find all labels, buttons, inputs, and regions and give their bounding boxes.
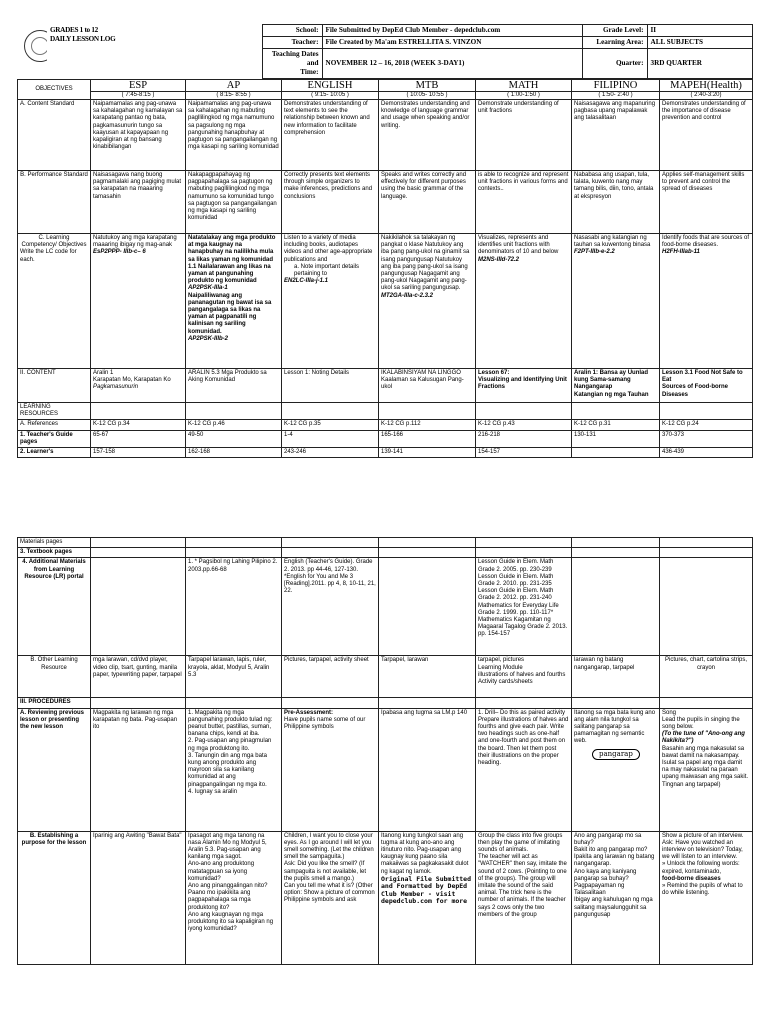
table-cell: 157-158 (91, 448, 186, 458)
table-cell: 216-218 (476, 430, 572, 447)
other-resources-row (18, 656, 753, 698)
table-cell: Demonstrate understanding of unit fractions (476, 100, 572, 171)
row-label: II. CONTENT (18, 369, 91, 403)
table-cell (379, 234, 476, 369)
table-cell: K-12 CG p.24 (660, 420, 753, 430)
table-cell: Demonstrates understanding of text elements to see the relationship between known and new information to facilitate comprehension (282, 100, 379, 171)
table-cell (572, 448, 660, 458)
teachers-guide-row (18, 430, 753, 447)
table-cell: Iparinig ang Awiting "Bawat Bata" (91, 831, 186, 964)
row-label: B. Establishing a purpose for the lesson (18, 831, 91, 964)
table-cell: Naipamamalas ang pag-unawa sa kahalagahan ng mabuting pagllilingkod ng mga namumuno sa pagsulong ng mga pangunahing hanapbuhay at pagtugon sa pangangailangan ng mga kasapi ng sariling komunidad (186, 100, 282, 171)
subject-mtb: MTB (379, 80, 476, 92)
row-label: III. PROCEDURES (18, 698, 91, 708)
table-cell: Ipasagot ang mga tanong na nasa Alamin Mo ng Modyul 5, Aralin 5.3. Pag-usapan ang kanilang mga sagot. Ano-ano ang produktong matatagpuan sa iyong komunidad? Ano ang pinanggalingan nito? Paano mo ipakikita ang pagpapahalaga sa mga produktong ito? Ano ang kaugnayan ng mga produktong ito sa kapaligiran ng iyong komunidad? (186, 831, 282, 964)
table-cell: 49-50 (186, 430, 282, 447)
table-cell: Naisasagawa nang buong pagmamalaki ang pagiging mulat sa karapatan na maaaring tamasahin (91, 171, 186, 234)
dates-label: Teaching Dates and Time: (262, 49, 322, 79)
table-cell: K-12 CG p.46 (186, 420, 282, 430)
subject-mapeh: MAPEH(Health) (660, 80, 753, 92)
cell-text: » Remind the pupils of what to do while listening. (662, 883, 743, 897)
cell-text: Natatalakay ang mga produkto at mga kaugnay na hanapbuhay na nalilikha mula sa likas yaman ng komunidad 1.1 Nailalarawan ang likas na yaman at pangunahing produkto ng komunidad (188, 235, 276, 285)
lc-code: MT2GA-IIIa-c-2.3.2 (381, 292, 434, 299)
table-cell (91, 234, 186, 369)
table-cell (379, 369, 476, 403)
table-cell: K-12 CG p.43 (476, 420, 572, 430)
table-cell: 370-373 (660, 430, 753, 447)
table-cell: 139-141 (379, 448, 476, 458)
table-cell (660, 234, 753, 369)
table-cell: 165-166 (379, 430, 476, 447)
table-cell: 130-131 (572, 430, 660, 447)
cell-text: Pre-Assessment: (284, 709, 334, 716)
school-label: School: (262, 25, 322, 37)
deped-seal-logo (24, 30, 47, 62)
lc-code: EsP2PPP- IIIb-c– 6 (93, 249, 146, 256)
cell-text: Karapatan Mo, Karapatan Ko (93, 377, 171, 384)
dates-value: NOVEMBER 12 – 16, 2018 (WEEK 3-DAY1) (322, 49, 582, 79)
textbook-row (18, 548, 753, 558)
cell-text: Itanong kung tungkol saan ang tugma at kung ano-ano ang itinuturo nito. Pag-usapan ang kaugnay kung paano sila makaiiwas sa pagkakasakit dulot ng kagat ng lamok. (381, 832, 469, 875)
time-mtb: ( 10:05- 10:55 ) (379, 92, 476, 100)
row-label (18, 234, 91, 369)
table-cell: Nakapagpapahayag ng pagpapahalaga sa pagtugon ng mabuting pagllilingkod ng mga namumuno sa komunidad tungo sa pagtugon sa pangangailangan ng mga kasapi ng sariling komunidad (186, 171, 282, 234)
procedures-row (18, 698, 753, 708)
cell-text: Have pupils name some of our Philippine symbols (284, 716, 366, 731)
table-cell: Applies self-management skills to prevent and control the spread of diseases (660, 171, 753, 234)
log-title (47, 25, 262, 79)
grade-label: Grade Level: (582, 25, 647, 37)
table-cell: 1-4 (282, 430, 379, 447)
time-filipino: ( 1:50- 2:40 ) (572, 92, 660, 100)
title-line1: GRADES 1 to 12 (50, 25, 98, 34)
table-cell: Children, I want you to close your eyes. As I go around I will let you smell something. (Let the children smell the sampaguita.) Ask: Did you like the smell? (If sampaguita is not available, let the pupils smell a mango.) Can you tell me what it is? (Other option: Show a picture of common Philippine symbols and ask (282, 831, 379, 964)
table-cell: Naisasagawa ang mapanuring pagbasa upang mapalawak ang talasalitaan (572, 100, 660, 171)
cell-text: Kaalaman sa Kalusugan Pang-ukol (381, 377, 464, 391)
row-label: 1. Teacher's Guide pages (18, 430, 91, 447)
table-cell: 1. Magpakita ng mga pangunahing produkto tulad ng: peanut butter, pastillas, suman, banana chips, kendi at iba. 2. Pag-usapan ang pinagmulan ng mga produktong ito. 3. Tanungin din ang mga bata kung anong produkto ang mayroon sila sa kanilang komunidad at ang pinagpangalingan ng mga ito. 4. Iugnay sa aralin (186, 708, 282, 831)
table-cell: is able to recognize and represent unit fractions in various forms and contexts.. (476, 171, 572, 234)
table-cell: 1. * Pagsibol ng Lahing Pilipino 2. 2003.pp.66-68 (186, 558, 282, 656)
subject-ap: AP (186, 80, 282, 92)
table-cell (572, 369, 660, 403)
table-cell: K-12 CG p.31 (572, 420, 660, 430)
time-ap: ( 8:15- 8:55 ) (186, 92, 282, 100)
table-cell: 436-439 (660, 448, 753, 458)
cell-text: Pagkamasunurin (93, 384, 139, 391)
cell-text: Identify foods that are sources of food-borne diseases. (662, 235, 750, 249)
table-cell (186, 234, 282, 369)
cell-text: (To the tune of "Ano-ong ang Nakikita?") (662, 731, 745, 745)
table-cell: English (Teacher's Guide). Grade 2. 2013. pp 44-46, 127-130. *English for You and Me 3 [Reading].2011. pp 4, 8, 10-11, 21, 22. (282, 558, 379, 656)
learning-resources-row (18, 403, 753, 420)
table-cell (282, 708, 379, 831)
table-cell (572, 234, 660, 369)
table-cell (660, 831, 753, 964)
time-esp: ( 7:45-8:15 ) (91, 92, 186, 100)
table-cell: Demonstrates understanding and knowledge of language grammar and usage when speaking and/or writing. (379, 100, 476, 171)
table-cell: Demonstrates understanding of the importance of disease prevention and control (660, 100, 753, 171)
row-label: 4. Additional Materials from Learning Resource (LR) portal (18, 558, 91, 656)
cell-text: IKALABINSIYAM NA LINGGO (381, 370, 461, 376)
table-cell: Pictures, chart, cartolina strips, crayon (660, 656, 753, 698)
cell-text: Naipaliliwanag ang pananagutan ng bawat isa sa pangangalaga sa likas na yaman at pagpanatili ng kalinisan ng sariling komunidad. (188, 292, 272, 335)
lc-code-note: Write the LC code for each. (20, 249, 77, 263)
table-cell: tarpapel, pictures Learning Module illustrations of halves and fourths Activity cards/sheets (476, 656, 572, 698)
grade-value: II (647, 25, 752, 37)
objectives-header: OBJECTIVES (18, 80, 91, 100)
row-label: A. Content Standard (18, 100, 91, 171)
cell-text: Basahin ang mga nakasulat sa bawat damit na nakasampay. Isulat sa papel ang mga damit na may nakasulat na paraan upang maiwasan ang mga sakit. Tingnan ang tarpapel) (662, 745, 749, 788)
table-cell: K-12 CG p.112 (379, 420, 476, 430)
area-label: Learning Area: (582, 37, 647, 49)
performance-standard-row (18, 171, 753, 234)
lc-code: EN2LC-IIIa-j-1.1 (284, 278, 329, 285)
table-cell: Correctly presents text elements through simple organizers to make inferences, predictions and conclusions (282, 171, 379, 234)
table-cell (572, 708, 660, 831)
dll-table-bottom (17, 537, 753, 965)
table-cell: Lesson Guide in Elem. Math Grade 2. 2005. pp. 230-239 Lesson Guide in Elem. Math Grade 2. 2010. pp. 231-235 Lesson Guide in Elem. Math Grade 2. 2012. pp. 231-240 Mathematics for Everyday Life Grade 2. 1999. pp. 110-117* Mathematics Kagamitan ng Magaaral Tagalog Grade 2. 2013. pp. 154-157 (476, 558, 572, 656)
time-english: ( 9:15- 10:05 ) (282, 92, 379, 100)
cell-text: a. Note important details pertaining to (294, 263, 360, 278)
lc-code: AP2PSK-IIIa-1 (188, 285, 228, 292)
table-cell: mga larawan, cd/dvd player, video clip, tsart, gunting, manila paper, typewriting paper, tarpapel (91, 656, 186, 698)
table-cell: Pictures, tarpapel, activity sheet (282, 656, 379, 698)
cell-text: Visualizing and Identifying Unit Fractions (478, 377, 567, 391)
cell-text: Aralin 1 (93, 370, 114, 376)
table-cell: K-12 CG p.35 (282, 420, 379, 430)
lc-code: F2PT-IIIb-e-2.2 (574, 249, 615, 256)
cell-text: Lesson 67: (478, 370, 510, 376)
school-value: File Submitted by DepEd Club Member - depedclub.com (322, 25, 582, 37)
establishing-row (18, 831, 753, 964)
table-cell (476, 369, 572, 403)
cell-text: Itanong sa mga bata kung ano ang alam nila tungkol sa salitang pangarap sa pamamagitan ng semantic web. (574, 709, 656, 745)
table-cell: 162-168 (186, 448, 282, 458)
row-label: 3. Textbook pages (18, 548, 91, 558)
row-label: A. References (18, 420, 91, 430)
competency-row (18, 234, 753, 369)
cell-text: Aralin 1: Bansa ay Uunlad kung Sama-samang Nangangarap (574, 370, 649, 391)
table-cell (91, 369, 186, 403)
table-cell: ARALIN 5.3 Mga Produkto sa Aking Komunidad (186, 369, 282, 403)
table-cell: Nababasa ang usapan, tula, talata, kuwento nang may tamang bilis, diin, tono, antala at ekspresyon (572, 171, 660, 234)
table-cell: 243-246 (282, 448, 379, 458)
content-standard-row (18, 100, 753, 171)
area-value: ALL SUBJECTS (647, 37, 752, 49)
cell-text: Nakikilahok sa talakayan ng pangkat o klase Natutukoy ang iba pang pang-ukol na ginamit sa isang pangungusap Natutukoy ang iba pang pang-ukol sa isang pangungusap Nagagamit ang pang-ukol Nagagamit ang pang-ukol sa sariling pangungusap. (381, 235, 470, 292)
content-row (18, 369, 753, 403)
reviewing-row (18, 708, 753, 831)
quarter-label: Quarter: (582, 49, 647, 79)
subject-math: MATH (476, 80, 572, 92)
cell-text: Katangian ng mga Tauhan (574, 391, 649, 398)
table-cell: Naipamamalas ang pag-unawa sa kahalagahan ng kamalayan sa karapatang pantao ng bata, pagkamasunurin tungo sa kaayusan at kapayapaan ng kapaligiran at ng bansang kinabibilangan (91, 100, 186, 171)
cell-text: Lesson 3.1 Food Not Safe to Eat (662, 370, 743, 384)
table-cell (660, 369, 753, 403)
cell-text: Song Lead the pupils in singing the song below. (662, 709, 740, 731)
table-cell (476, 234, 572, 369)
table-cell: Ipabasa ang tugma sa LM.p 140 (379, 708, 476, 831)
row-label: A. Reviewing previous lesson or presenting the new lesson (18, 708, 91, 831)
row-label: B. Other Learning Resource (18, 656, 91, 698)
subject-esp: ESP (91, 80, 186, 92)
cell-text: Nasasabi ang katangian ng tauhan sa kuwentong binasa (574, 235, 651, 249)
dll-table-top (17, 79, 753, 458)
table-cell: Magpakita ng larawan ng mga karapatan ng bata. Pag-usapan ito (91, 708, 186, 831)
subject-english: ENGLISH (282, 80, 379, 92)
table-cell: Speaks and writes correctly and effectively for different purposes using the basic grammar of the language. (379, 171, 476, 234)
table-cell: Lesson 1: Noting Details (282, 369, 379, 403)
cell-text: Natutukoy ang mga karapatang maaaring ibigay ng mag-anak (93, 235, 177, 249)
references-row (18, 420, 753, 430)
lc-code: M2NS-IIId-72.2 (478, 256, 520, 263)
table-cell: Ano ang pangarap mo sa buhay? Bakit ito ang pangarap mo? Ipakita ang larawan ng batang nangangarap. Ano kaya ang kaniyang pangarap sa buhay? Pagpapayaman ng Talasalitaan Ibigay ang kahulugan ng mga salitang maysalungguhit sa pangungusap (572, 831, 660, 964)
table-cell: 1. Drill– Do this as paired activity Prepare illustrations of halves and fourths and give each pair. Write two headings such as one-half and one-fourth and post them on the board. Then let them post their illustrations on the proper heading. (476, 708, 572, 831)
table-cell: larawan ng batang nangangarap, tarpapel (572, 656, 660, 698)
row-label: Materials pages (18, 538, 91, 548)
header-table (17, 24, 753, 79)
competency-label: C. Learning Competency/ Objectives (21, 235, 87, 249)
table-cell (282, 234, 379, 369)
row-label: LEARNING RESOURCES (18, 403, 91, 420)
table-cell: Tarpapel, larawan (379, 656, 476, 698)
row-label: 2. Learner's (18, 448, 91, 458)
cell-text: Sources of Food-borne Diseases (662, 384, 728, 398)
row-label: B. Performance Standard (18, 171, 91, 234)
table-cell: K-12 CG p.34 (91, 420, 186, 430)
subject-filipino: FILIPINO (572, 80, 660, 92)
cell-text: Listen to a variety of media including books, audiotapes videos and other age-appropriate publications and (284, 235, 373, 263)
table-cell: 154-157 (476, 448, 572, 458)
teacher-value: File Created by Ma'am ESTRELLITA S. VINZON (322, 37, 582, 49)
cell-text: Visualizes, represents and identifies unit fractions with denominators of 10 and below (478, 235, 559, 256)
materials-row (18, 538, 753, 548)
teacher-label: Teacher: (262, 37, 322, 49)
lc-code: H2FH-IIIab-11 (662, 249, 700, 256)
table-cell (379, 831, 476, 964)
quarter-value: 3RD QUARTER (647, 49, 752, 79)
table-cell (660, 708, 753, 831)
cell-text: Show a picture of an interview. Ask: Have you watched an interview on television? Today, we will listen to an interview. » Unlock the following words: expired, kontaminado, (662, 832, 744, 875)
semantic-web-badge: pangarap (592, 749, 640, 760)
table-cell: Group the class into five groups then play the game of imitating sounds of animals. The teacher will act as "WATCHER" then say, imitate the sound of 2 cows. (Pointing to one of the groups). The group will imitate the sound of the said animal. The trick here is the number of animals. If the teacher says 2 cows only the two members of the group (476, 831, 572, 964)
lc-code: AP2PSK-IIIb-2 (188, 335, 229, 342)
time-mapeh: ( 2:40-3:20) (660, 92, 753, 100)
table-cell: 65-67 (91, 430, 186, 447)
table-cell: Tarpapel larawan, lapis, ruler, krayola, aklat, Modyul 5, Aralin 5.3 (186, 656, 282, 698)
cell-text: food-borne diseases (662, 875, 721, 882)
learners-row (18, 448, 753, 458)
additional-materials-row (18, 558, 753, 656)
title-line2: DAILY LESSON LOG (50, 34, 116, 43)
logo-cell (17, 25, 47, 79)
time-math: ( 1:00-1:50 ) (476, 92, 572, 100)
depedclub-watermark-text: Original File Submitted and Formatted by DepEd Club Member - visit depedclub.com for more (381, 874, 472, 906)
